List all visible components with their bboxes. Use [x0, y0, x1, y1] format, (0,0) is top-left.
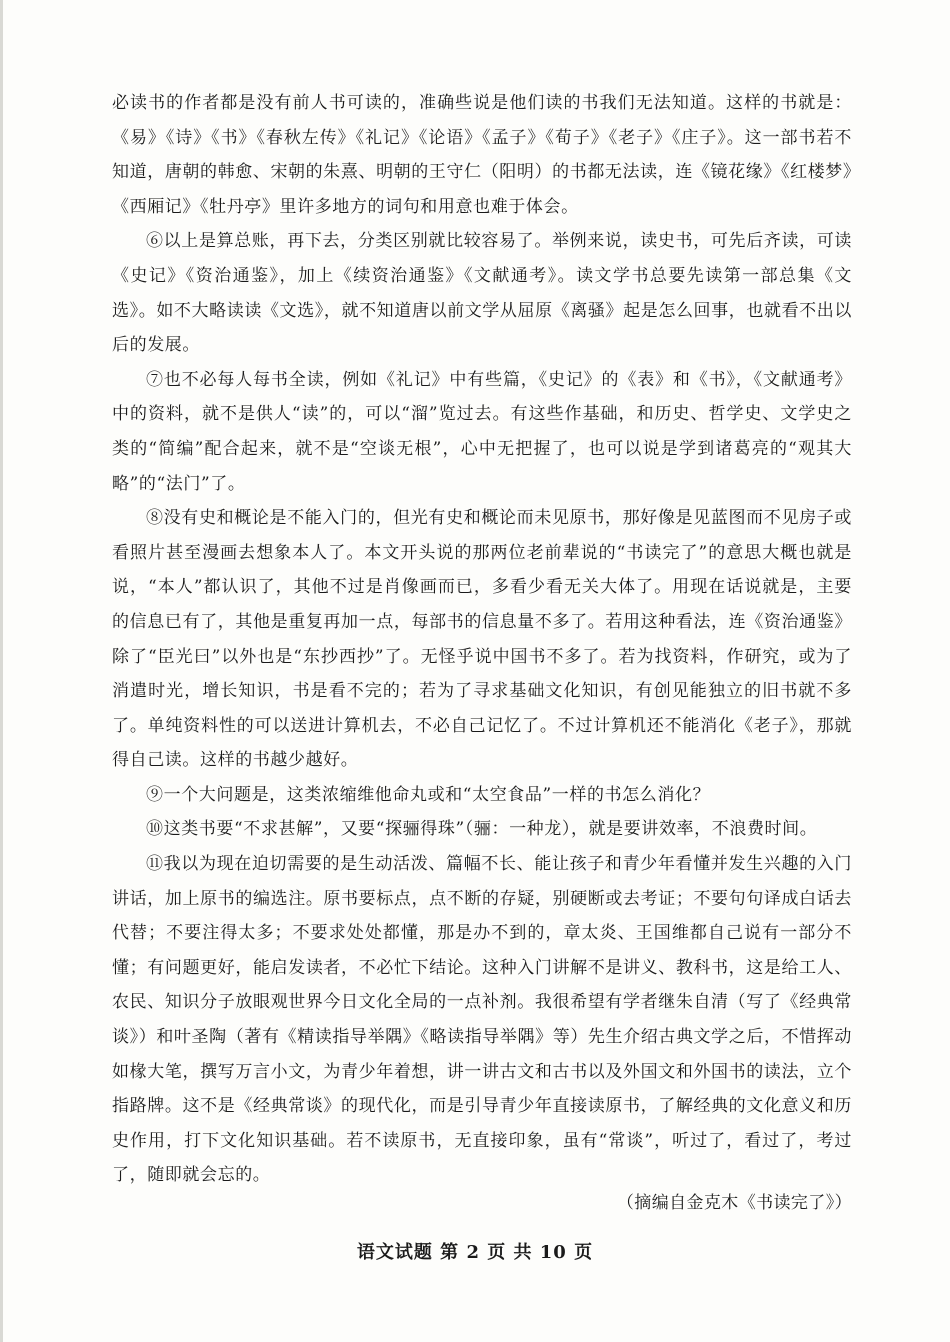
paragraph-8: ⑧没有史和概论是不能入门的，但光有史和概论而未见原书，那好像是见蓝图而不见房子或看照片甚至漫画去想象本人了。本文开头说的那两位老前辈说的“书读完了”的意思大概也就是说，“本人”都认识了，其他不过是肖像画而已，多看少看无关大体了。用现在话说就是，主要的信息已有了，其他是重复再加一点，每部书的信息量不多了。若用这种看法，连《资治通鉴》除了“臣光曰”以外也是“东抄西抄”了。无怪乎说中国书不多了。若为找资料，作研究，或为了消遣时光，增长知识，书是看不完的；若为了寻求基础文化知识，有创见能独立的旧书就不多了。单纯资料性的可以送进计算机去，不必自己记忆了。不过计算机还不能消化《老子》，那就得自己读。这样的书越少越好。	[112, 508, 852, 771]
paragraph-continued: 必读书的作者都是没有前人书可读的，准确些说是他们读的书我们无法知道。这样的书就是：《易》《诗》《书》《春秋左传》《礼记》《论语》《孟子》《荀子》《老子》《庄子》。这一部书若不知道，唐朝的韩愈、宋朝的朱熹、明朝的王守仁（阳明）的书都无法读，连《镜花缘》《红楼梦》《西厢记》《牡丹亭》里许多地方的词句和用意也难于体会。	[112, 93, 852, 217]
article-body	[112, 86, 852, 1193]
paragraph-9: ⑨一个大问题是，这类浓缩维他命丸或和“太空食品”一样的书怎么消化？	[146, 784, 711, 805]
paragraph-6: ⑥以上是算总账，再下去，分类区别就比较容易了。举例来说，读史书，可先后齐读，可读《史记》《资治通鉴》，加上《续资治通鉴》《文献通考》。读文学书总要先读第一部总集《文选》。如不大略读读《文选》，就不知道唐以前文学从屈原《离骚》起是怎么回事，也就看不出以后的发展。	[112, 231, 852, 356]
scan-edge	[0, 0, 3, 1342]
source-citation: （摘编自金克木《书读完了》）	[616, 1193, 852, 1213]
paragraph-7: ⑦也不必每人每书全读，例如《礼记》中有些篇，《史记》的《表》和《书》，《文献通考》中的资料，就不是供人“读”的，可以“溜”览过去。有这些作基础，和历史、哲学史、文学史之类的“简编”配合起来，就不是“空谈无根”，心中无把握了，也可以说是学到诸葛亮的“观其大略”的“法门”了。	[112, 369, 852, 494]
paragraph-10: ⑩这类书要“不求甚解”，又要“探骊得珠”（骊：一种龙），就是要讲效率，不浪费时间。	[146, 819, 818, 840]
paragraph-11: ⑪我以为现在迫切需要的是生动活泼、篇幅不长、能让孩子和青少年看懂并发生兴趣的入门讲话，加上原书的编选注。原书要标点，点不断的存疑，别硬断或去考证；不要句句译成白话去代替；不要注得太多；不要求处处都懂，那是办不到的，章太炎、王国维都自己说有一部分不懂；有问题更好，能启发读者，不必忙下结论。这种入门讲解不是讲义、教科书，这是给工人、农民、知识分子放眼观世界今日文化全局的一点补剂。我很希望有学者继朱自清（写了《经典常谈》）和叶圣陶（著有《精读指导举隅》《略读指导举隅》等）先生介绍古典文学之后，不惜挥动如椽大笔，撰写万言小文，为青少年着想，讲一讲古文和古书以及外国文和外国书的读法，立个指路牌。这不是《经典常谈》的现代化，而是引导青少年直接读原书，了解经典的文化意义和历史作用，打下文化知识基础。若不读原书，无直接印象，虽有“常谈”，听过了，看过了，考过了，随即就会忘的。	[112, 854, 852, 1186]
page-footer: 语文试题 第 2 页 共 10 页	[356, 1242, 594, 1263]
